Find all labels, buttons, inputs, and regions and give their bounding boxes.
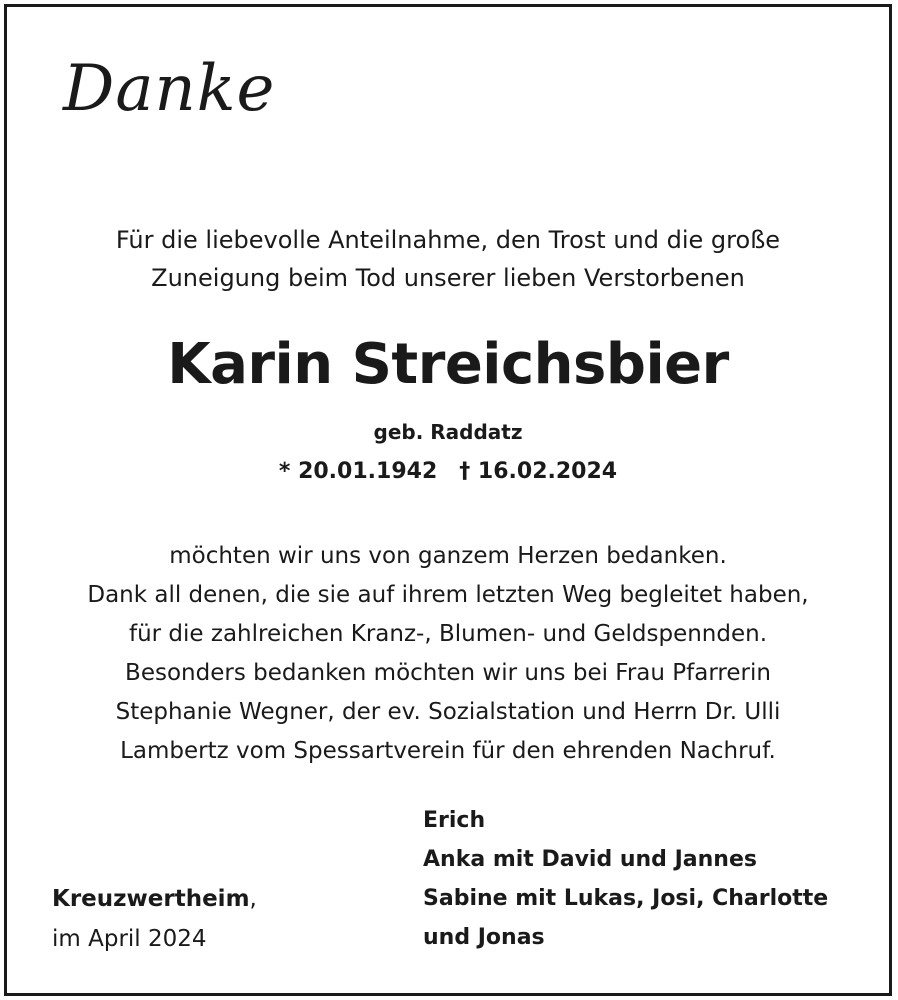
- death-date: † 16.02.2024: [459, 459, 618, 484]
- place-comma: ,: [249, 886, 257, 912]
- thanks-line: Besonders bedanken möchten wir uns bei Frau Pfarrerin: [125, 660, 771, 686]
- place-line: [52, 879, 257, 919]
- family-line: Anka mit David und Jannes: [423, 847, 757, 872]
- obituary-card: [4, 4, 892, 996]
- intro-line: Für die liebevolle Anteilnahme, den Trost und die große: [115, 226, 781, 254]
- thanks-line: Lambertz vom Spessartverein für den ehrenden Nachruf.: [120, 738, 776, 764]
- deceased-name: Karin Streichsbier: [167, 332, 729, 397]
- family-line: Sabine mit Lukas, Josi, Charlotte: [423, 886, 829, 911]
- thanks-line: Stephanie Wegner, der ev. Sozialstation und Herrn Dr. Ulli: [115, 699, 781, 725]
- birth-date: * 20.01.1942: [278, 459, 438, 484]
- intro-text: [7, 221, 889, 297]
- place-city: Kreuzwertheim: [52, 886, 250, 912]
- thanks-line: für die zahlreichen Kranz-, Blumen- und Geldspennden.: [128, 621, 768, 647]
- place-date: im April 2024: [52, 926, 207, 952]
- heading-danke: Danke: [63, 52, 276, 126]
- family-line: Erich: [423, 808, 486, 833]
- family-signature: [423, 801, 828, 957]
- thanks-line: Dank all denen, die sie auf ihrem letzten Weg begleitet haben,: [87, 582, 809, 608]
- intro-line: Zuneigung beim Tod unserer lieben Verstorbenen: [151, 264, 745, 292]
- maiden-name: geb. Raddatz: [373, 420, 523, 444]
- thanks-text: [7, 537, 889, 771]
- family-line: und Jonas: [423, 925, 545, 950]
- place-and-date: [52, 879, 257, 959]
- thanks-line: möchten wir uns von ganzem Herzen bedanken.: [169, 543, 727, 569]
- life-dates: [7, 459, 889, 484]
